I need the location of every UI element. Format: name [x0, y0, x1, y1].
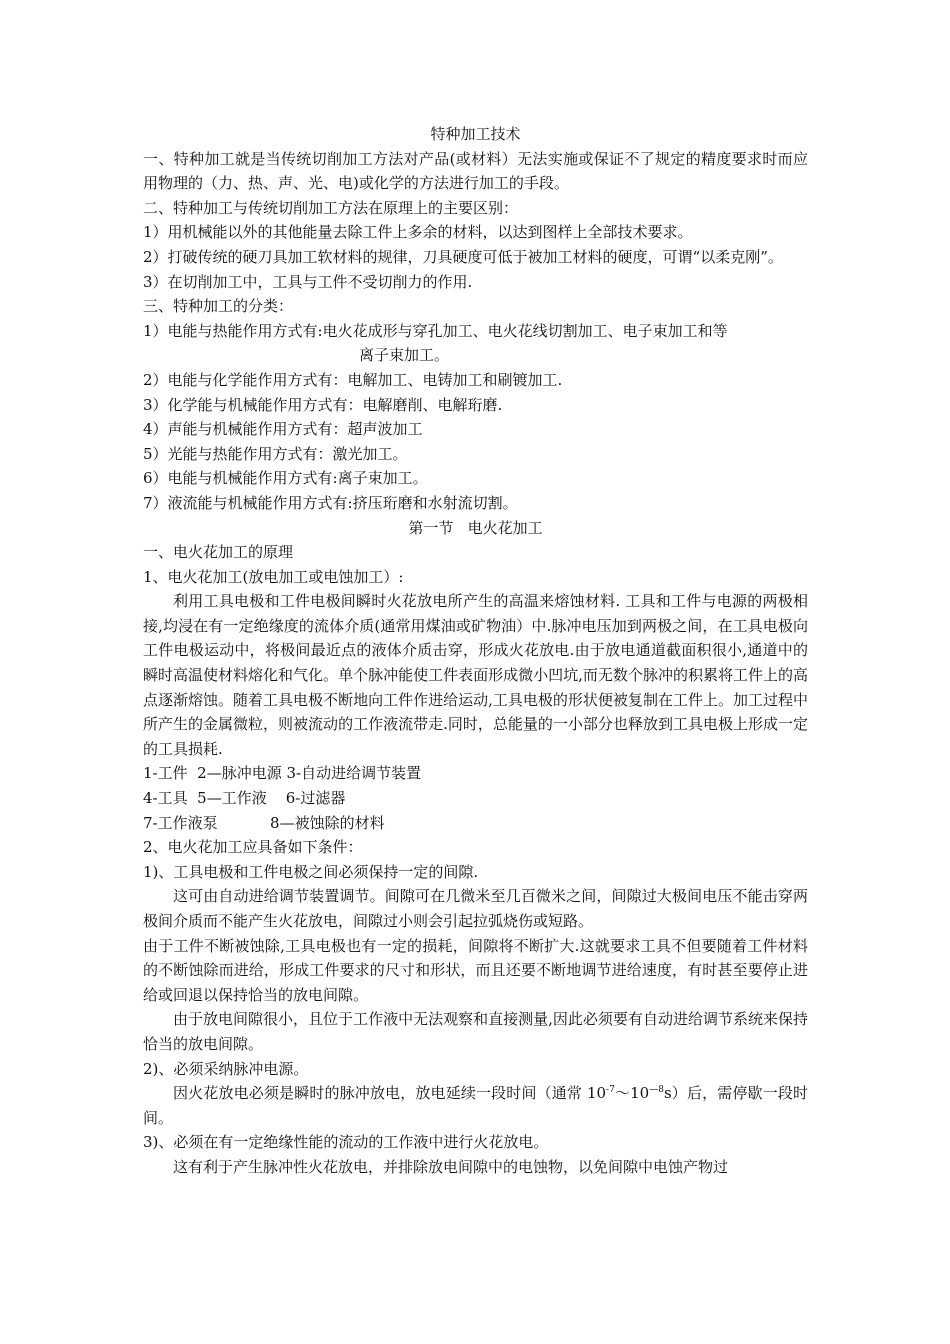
- condition-3-heading: 3)、必须在有一定绝缘性能的流动的工作液中进行火花放电。: [143, 1133, 549, 1152]
- figure-legend-line: 7-工作液泵 8—被蚀除的材料: [143, 813, 385, 832]
- classification-item: 7）液流能与机械能作用方式有:挤压珩磨和水射流切割。: [143, 493, 518, 512]
- document-title: 特种加工技术: [430, 125, 521, 143]
- condition-2-paragraph: [143, 1081, 808, 1130]
- exponent: -7: [606, 1085, 615, 1096]
- definition-paragraph: 一、特种加工就是当传统切削加工方法对产品(或材料）无法实施或保证不了规定的精度要求时而应用物理的（力、热、声、光、电)或化学的方法进行加工的手段。: [143, 149, 808, 193]
- condition-2-heading: 2)、必须采纳脉冲电源。: [143, 1059, 309, 1078]
- difference-item: 1）用机械能以外的其他能量去除工件上多余的材料，以达到图样上全部技术要求。: [143, 223, 693, 242]
- classification-item: 5）光能与热能作用方式有：激光加工。: [143, 444, 408, 463]
- classification-heading: 三、特种加工的分类：: [143, 297, 294, 316]
- difference-item: 3）在切削加工中，工具与工件不受切削力的作用.: [143, 272, 473, 291]
- difference-heading: 二、特种加工与传统切削加工方法在原理上的主要区别：: [143, 198, 519, 217]
- condition-1-heading: 1)、工具电极和工件电极之间必须保持一定的间隙.: [143, 862, 479, 881]
- condition-1-paragraph: 这可由自动进给调节装置调节。间隙可在几微米至几百微米之间，间隙过大极间电压不能击穿两极间介质而不能产生火花放电，间隙过小则会引起拉弧烧伤或短路。: [143, 887, 808, 930]
- subsection-heading: 1、电火花加工(放电加工或电蚀加工）:: [143, 567, 404, 586]
- classification-item: 2）电能与化学能作用方式有：电解加工、电铸加工和刷镀加工.: [143, 370, 563, 389]
- condition-2-text: 因火花放电必须是瞬时的脉冲放电，放电延续一段时间（通常 10: [173, 1084, 607, 1103]
- classification-item-continuation: 离子束加工。: [359, 346, 450, 365]
- classification-item: 6）电能与机械能作用方式有:离子束加工。: [143, 469, 428, 488]
- document-body: [143, 122, 808, 1180]
- principle-paragraph: 利用工具电极和工件电极间瞬时火花放电所产生的高温来熔蚀材料. 工具和工件与电源的两极相接,均浸在有一定绝缘度的流体介质(通常用煤油或矿物油）中.脉冲电压加到两极之间，在工具电极向工件电极运动中，将极间最近点的液体介质击穿，形成火花放电.由于放电通道截面积很小,通道中的瞬时高温使材料熔化和气化。单个脉冲能使工件表面形成微小凹坑,而无数个脉冲的积累将工件上的高点逐渐熔蚀。随着工具电极不断地向工件作进给运动,工具电极的形状便被复制在工件上。加工过程中所产生的金属微粒，则被流动的工作液流带走.同时，总能量的一小部分也释放到工具电极上形成一定的工具损耗.: [143, 592, 808, 758]
- difference-item: 2）打破传统的硬刀具加工软材料的规律，刀具硬度可低于被加工材料的硬度，可谓“以柔克刚”。: [143, 247, 783, 266]
- section-title: 第一节 电火花加工: [408, 518, 543, 537]
- condition-3-paragraph: 这有利于产生脉冲性火花放电，并排除放电间隙中的电蚀物，以免间隙中电蚀产物过: [173, 1157, 729, 1176]
- principle-heading: 一、电火花加工的原理: [143, 543, 294, 562]
- classification-item: 1）电能与热能作用方式有:电火花成形与穿孔加工、电火花线切割加工、电子束加工和等: [143, 321, 728, 340]
- condition-2-text: s）后，需停歇一段时间。: [143, 1084, 808, 1127]
- classification-item: 3）化学能与机械能作用方式有：电解磨削、电解珩磨.: [143, 395, 503, 414]
- figure-legend-line: 4-工具 5—工作液 6-过滤器: [143, 789, 346, 808]
- condition-1-paragraph: 由于工件不断被蚀除,工具电极也有一定的损耗，间隙将不断扩大.这就要求工具不但要随着工件材料的不断蚀除而进给，形成工件要求的尺寸和形状，而且还要不断地调节进给速度，有时甚至要停止进给或回退以保持恰当的放电间隙。: [143, 936, 808, 1004]
- figure-legend-line: 1-工件 2—脉冲电源 3-自动进给调节装置: [143, 764, 422, 783]
- condition-1-paragraph: 由于放电间隙很小，且位于工作液中无法观察和直接测量,因此必须要有自动进给调节系统来保持恰当的放电间隙。: [143, 1010, 808, 1053]
- classification-item: 4）声能与机械能作用方式有：超声波加工: [143, 420, 423, 439]
- exponent: —8: [649, 1085, 664, 1096]
- conditions-heading: 2、电火花加工应具备如下条件：: [143, 838, 363, 857]
- condition-2-text: ～10: [614, 1084, 650, 1103]
